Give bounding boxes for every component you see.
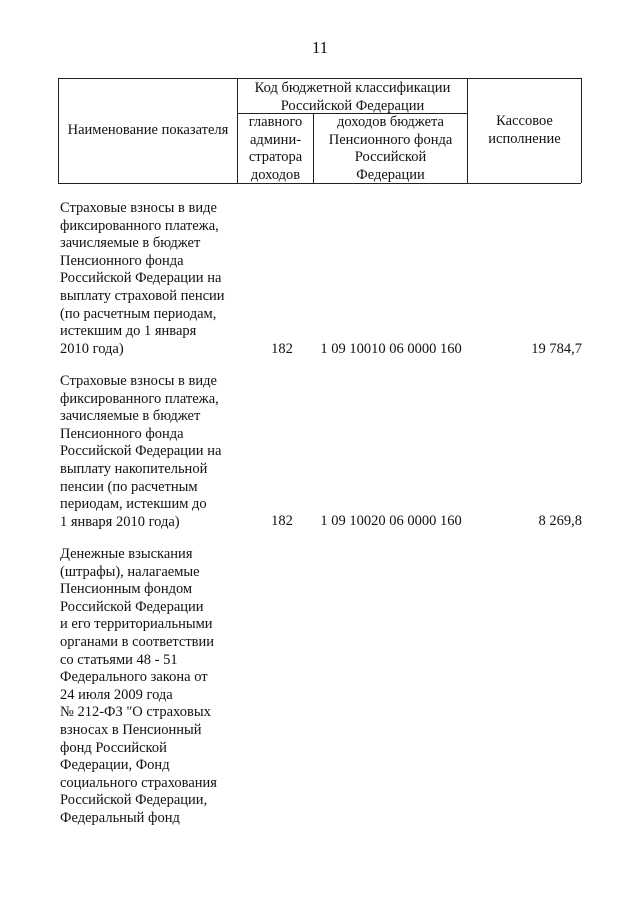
row-revenue-code: 1 09 10020 06 0000 160: [320, 513, 462, 529]
row-indicator-name: Денежные взыскания (штрафы), налагаемые Пенсионным фондом Российской Федерации и его территориальными органами в соответствии со статьями 48 - 51 Федерального закона от 24 июля 2009 года № 212-ФЗ "О страховых взносах в Пенсионный фонд Российской Федерации, Фонд социального страхования Российской Федерации, Федеральный фонд: [60, 546, 217, 826]
row-indicator-name: Страховые взносы в виде фиксированного платежа, зачисляемые в бюджет Пенсионного фонда Российской Федерации на выплату страховой пенсии (по расчетным периодам, истекшим до 1 января 2010 года): [60, 200, 225, 357]
header-right-border: [581, 78, 582, 183]
header-execution: Кассовое исполнение: [488, 113, 561, 147]
header-indicator: Наименование показателя: [67, 122, 229, 138]
header-code-group: Код бюджетной классификации Российской Федерации: [254, 80, 451, 114]
header-admin-code: главного админи- стратора доходов: [248, 114, 303, 183]
row-amount: 8 269,8: [538, 513, 582, 529]
row-indicator-name: Страховые взносы в виде фиксированного платежа, зачисляемые в бюджет Пенсионного фонда Российской Федерации на выплату накопительной пенсии (по расчетным периодам, истекшим до 1 января 2010 года): [60, 373, 222, 530]
header-revenue-code: доходов бюджета Пенсионного фонда Российской Федерации: [328, 114, 453, 183]
row-revenue-code: 1 09 10010 06 0000 160: [320, 341, 462, 357]
header-top-border: [58, 78, 581, 79]
row-admin-code: 182: [271, 513, 293, 529]
row-admin-code: 182: [271, 341, 293, 357]
row-amount: 19 784,7: [531, 341, 582, 357]
page-number: 11: [311, 38, 329, 57]
